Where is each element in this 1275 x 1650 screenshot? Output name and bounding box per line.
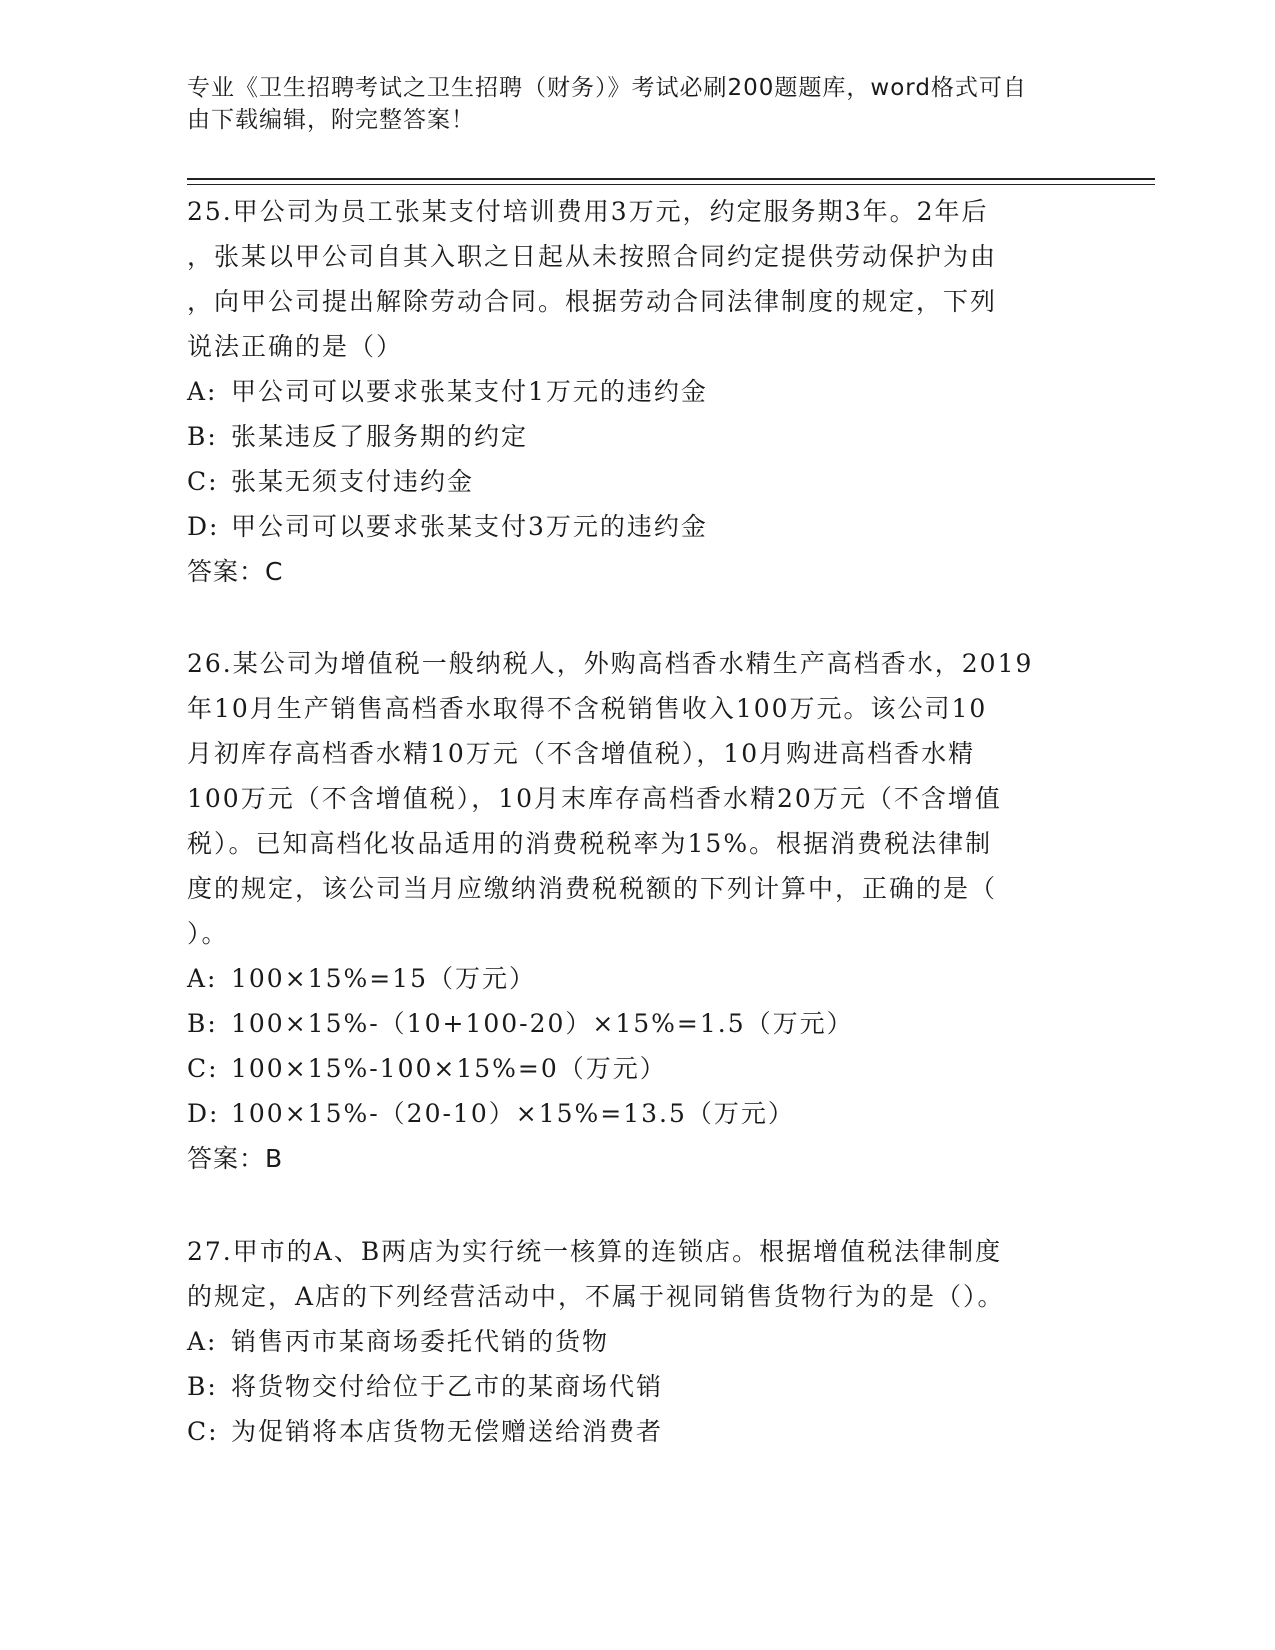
option-c — [187, 459, 1087, 504]
option-text: 甲公司可以要求张某支付3万元的违约金 — [231, 512, 708, 541]
option-b — [187, 1001, 1087, 1046]
option-letter: B: — [187, 1009, 218, 1038]
header-divider — [187, 178, 1155, 180]
question-stem-line: ）。 — [187, 919, 229, 948]
question-stem-line: 税）。已知高档化妆品适用的消费税税率为15%。根据消费税法律制 — [187, 829, 993, 858]
question-stem-line: 说法正确的是（） — [187, 332, 404, 361]
option-c — [187, 1046, 1087, 1091]
option-letter: B: — [187, 422, 218, 451]
option-letter: D: — [187, 1099, 220, 1128]
question-stem-line: 25.甲公司为员工张某支付培训费用3万元，约定服务期3年。2年后 — [187, 197, 989, 226]
option-c — [187, 1409, 1087, 1454]
option-letter: C: — [187, 1417, 219, 1446]
answer-line: 答案：C — [187, 557, 284, 586]
question-stem-line: 27.甲市的A、B两店为实行统一核算的连锁店。根据增值税法律制度 — [187, 1237, 1003, 1266]
option-d — [187, 504, 1087, 549]
option-text: 为促销将本店货物无偿赠送给消费者 — [231, 1417, 664, 1446]
question-25 — [187, 189, 1087, 594]
option-text: 100×15%-（20-10）×15%=13.5（万元） — [231, 1099, 795, 1128]
answer-line: 答案：B — [187, 1144, 284, 1173]
header-divider-thin — [187, 184, 1155, 185]
option-b — [187, 1364, 1087, 1409]
option-text: 张某违反了服务期的约定 — [231, 422, 529, 451]
header-line: 由下载编辑，附完整答案！ — [187, 107, 475, 133]
question-stem-line: 的规定，A店的下列经营活动中，不属于视同销售货物行为的是（）。 — [187, 1282, 1005, 1311]
question-stem-line: 26.某公司为增值税一般纳税人，外购高档香水精生产高档香水，2019 — [187, 649, 1034, 678]
question-stem-line: ，向甲公司提出解除劳动合同。根据劳动合同法律制度的规定，下列 — [187, 287, 998, 316]
option-text: 100×15%-（10+100-20）×15%=1.5（万元） — [231, 1009, 854, 1038]
option-text: 甲公司可以要求张某支付1万元的违约金 — [231, 377, 708, 406]
option-text: 销售丙市某商场委托代销的货物 — [231, 1327, 610, 1356]
question-stem-line: 度的规定，该公司当月应缴纳消费税税额的下列计算中，正确的是（ — [187, 874, 998, 903]
question-26 — [187, 641, 1087, 1181]
option-a — [187, 956, 1087, 1001]
option-letter: A: — [187, 964, 218, 993]
question-27 — [187, 1229, 1087, 1454]
option-a — [187, 1319, 1087, 1364]
option-text: 100×15%=15（万元） — [231, 964, 536, 993]
question-stem-line: ，张某以甲公司自其入职之日起从未按照合同约定提供劳动保护为由 — [187, 242, 998, 271]
option-letter: C: — [187, 1054, 219, 1083]
option-text: 100×15%-100×15%=0（万元） — [231, 1054, 667, 1083]
option-b — [187, 414, 1087, 459]
option-letter: A: — [187, 377, 218, 406]
option-text: 张某无须支付违约金 — [231, 467, 475, 496]
option-d — [187, 1091, 1087, 1136]
option-letter: D: — [187, 512, 220, 541]
option-text: 将货物交付给位于乙市的某商场代销 — [231, 1372, 664, 1401]
document-header — [187, 72, 1067, 136]
option-letter: B: — [187, 1372, 218, 1401]
option-letter: A: — [187, 1327, 218, 1356]
option-a — [187, 369, 1087, 414]
question-stem-line: 100万元（不含增值税），10月末库存高档香水精20万元（不含增值 — [187, 784, 1002, 813]
option-letter: C: — [187, 467, 219, 496]
question-stem-line: 月初库存高档香水精10万元（不含增值税），10月购进高档香水精 — [187, 739, 976, 768]
header-line: 专业《卫生招聘考试之卫生招聘（财务）》考试必刷200题题库，word格式可自 — [187, 75, 1027, 101]
question-stem-line: 年10月生产销售高档香水取得不含税销售收入100万元。该公司10 — [187, 694, 988, 723]
